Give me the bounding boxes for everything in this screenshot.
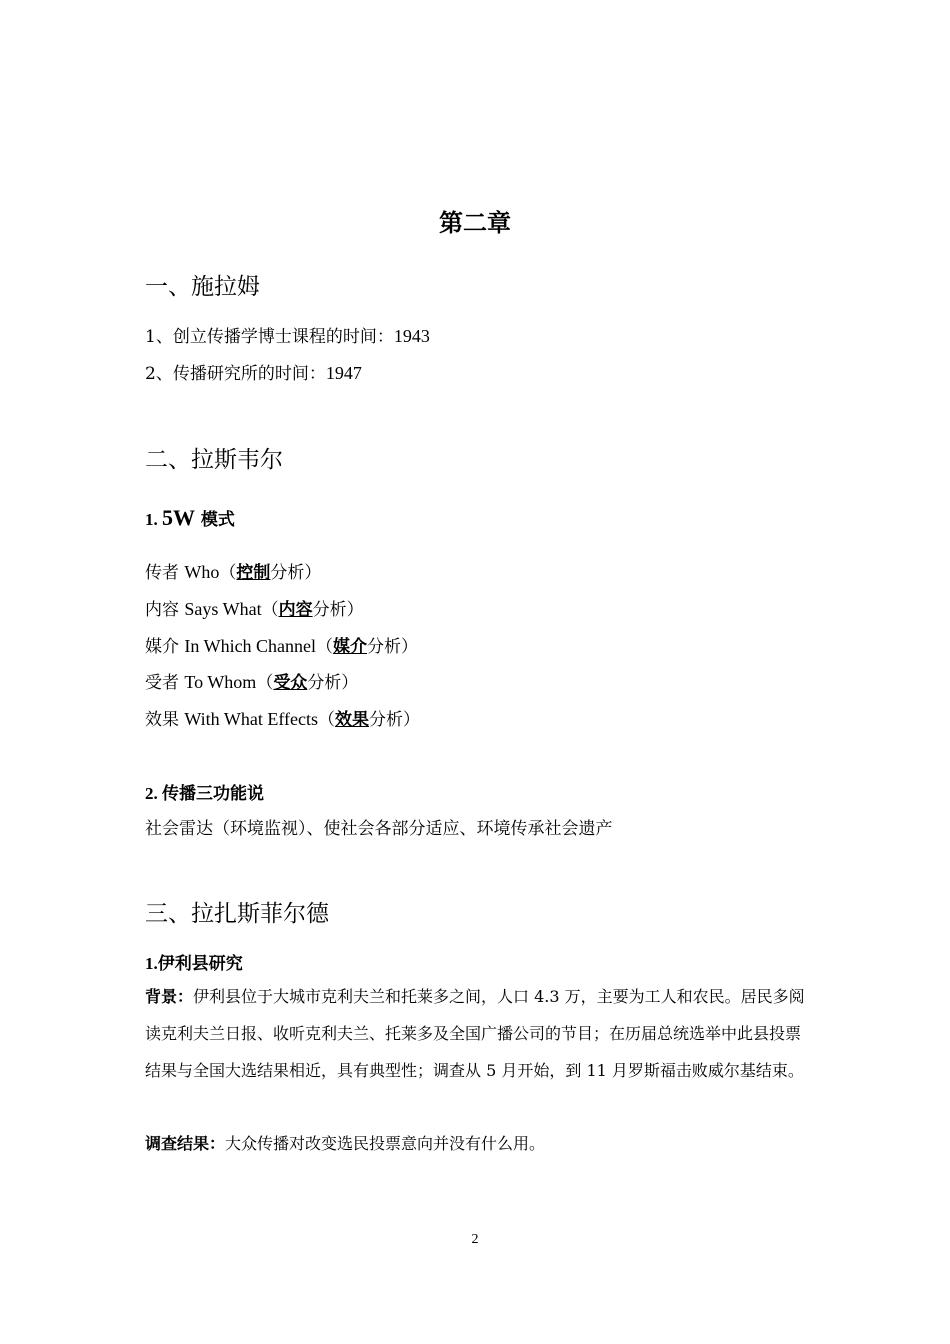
result-text: 大众传播对改变选民投票意向并没有什么用。 <box>225 1134 546 1153</box>
subsection-5w-heading: 1. 5W 模式 <box>145 505 235 530</box>
page-number: 2 <box>471 1232 479 1247</box>
model-line: 传者 Who（控制分析） <box>145 562 322 583</box>
item-value: 1943 <box>393 326 430 346</box>
background-label: 背景： <box>145 987 194 1006</box>
section-1-item-2 <box>145 359 362 384</box>
item-value: 1947 <box>325 363 362 383</box>
section-1-item-1 <box>145 322 430 347</box>
item-label: 2、传播研究所的时间： <box>145 364 326 384</box>
section-3-heading: 三、拉扎斯菲尔德 <box>145 901 329 927</box>
result-label: 调查结果： <box>145 1134 226 1153</box>
background-text: 伊利县位于大城市克利夫兰和托莱多之间，人口 4.3 万，主要为工人和农民。居民多阅读克利夫兰日报、收听克利夫兰、托莱多及全国广播公司的节目；在历届总统选举中此县投票结果与全国大选结果相近，具有典型性；调查从 5 月开始，到 11 月罗斯福击败威尔基结束。 <box>145 987 805 1080</box>
keyword: 内容 <box>278 600 313 620</box>
item-label: 1、创立传播学博士课程的时间： <box>145 327 394 347</box>
subsection-functions-heading: 2. 传播三功能说 <box>145 784 264 804</box>
result-paragraph <box>145 1125 810 1162</box>
background-paragraph <box>145 978 810 1089</box>
keyword: 媒介 <box>333 637 368 657</box>
model-line: 受者 To Whom（受众分析） <box>145 672 359 693</box>
subsection-erie-heading: 1.伊利县研究 <box>145 954 243 974</box>
section-1-heading: 一、施拉姆 <box>145 274 260 300</box>
functions-text: 社会雷达（环境监视）、使社会各部分适应、环境传承社会遗产 <box>145 819 613 839</box>
keyword: 受众 <box>273 673 308 693</box>
model-line: 媒介 In Which Channel（媒介分析） <box>145 636 419 657</box>
model-line: 效果 With What Effects（效果分析） <box>145 709 420 730</box>
keyword: 控制 <box>236 563 271 583</box>
keyword: 效果 <box>334 710 369 730</box>
chapter-title: 第二章 <box>439 209 511 237</box>
model-line: 内容 Says What（内容分析） <box>145 599 364 620</box>
section-2-heading: 二、拉斯韦尔 <box>145 447 283 473</box>
